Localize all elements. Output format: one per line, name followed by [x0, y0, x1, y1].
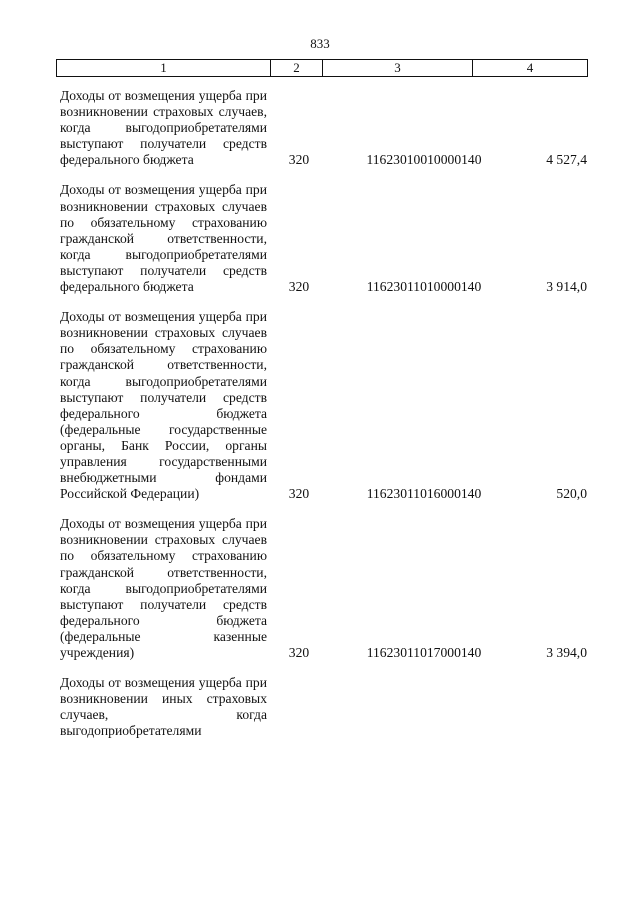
column-header-2: 2: [271, 60, 323, 77]
row-description: Доходы от возмещения ущерба при возникновении страховых случаев по обязательному страхованию гражданской ответственности, когда выгодоприобретателями выступают получатели средств федерального бюджета (федеральные казенные учреждения): [60, 516, 267, 660]
column-header-1: 1: [57, 60, 271, 77]
row-budget-code: 11623011017000140: [366, 645, 482, 660]
table-body: [56, 88, 587, 753]
row-amount: 520,0: [556, 486, 587, 502]
table-row: [56, 675, 587, 739]
row-amount: 4 527,4: [546, 152, 587, 168]
row-admin-code: 320: [288, 152, 310, 168]
row-amount: 3 394,0: [546, 645, 587, 660]
table-row: [56, 182, 587, 295]
row-amount: 3 914,0: [546, 279, 587, 295]
row-admin-code: 320: [288, 486, 310, 502]
column-header-table: [56, 59, 588, 77]
row-description: Доходы от возмещения ущерба при возникновении страховых случаев, когда выгодоприобретателями выступают получатели средств федерального бюджета: [60, 88, 267, 168]
row-admin-code: 320: [288, 279, 310, 295]
table-row: [56, 88, 587, 168]
column-header-4: 4: [473, 60, 588, 77]
column-header-row: [57, 60, 588, 77]
column-header-3: 3: [323, 60, 473, 77]
table-row: [56, 516, 587, 661]
row-description: Доходы от возмещения ущерба при возникновении страховых случаев по обязательному страхованию гражданской ответственности, когда выгодоприобретателями выступают получатели средств федерального бюджета: [60, 182, 267, 295]
row-description: Доходы от возмещения ущерба при возникновении иных страховых случаев, когда выгодоприобретателями: [60, 675, 267, 739]
page-number: 833: [310, 36, 330, 51]
row-budget-code: 11623011016000140: [366, 486, 482, 502]
row-budget-code: 11623011010000140: [366, 279, 482, 295]
row-description: Доходы от возмещения ущерба при возникновении страховых случаев по обязательному страхованию гражданской ответственности, когда выгодоприобретателями выступают получатели средств федерального бюджета (федеральные государственные органы, Банк России, органы управления государственными внебюджетными фондами Российской Федерации): [60, 309, 267, 502]
table-row: [56, 309, 587, 502]
row-admin-code: 320: [288, 645, 310, 660]
row-budget-code: 11623010010000140: [366, 152, 482, 168]
